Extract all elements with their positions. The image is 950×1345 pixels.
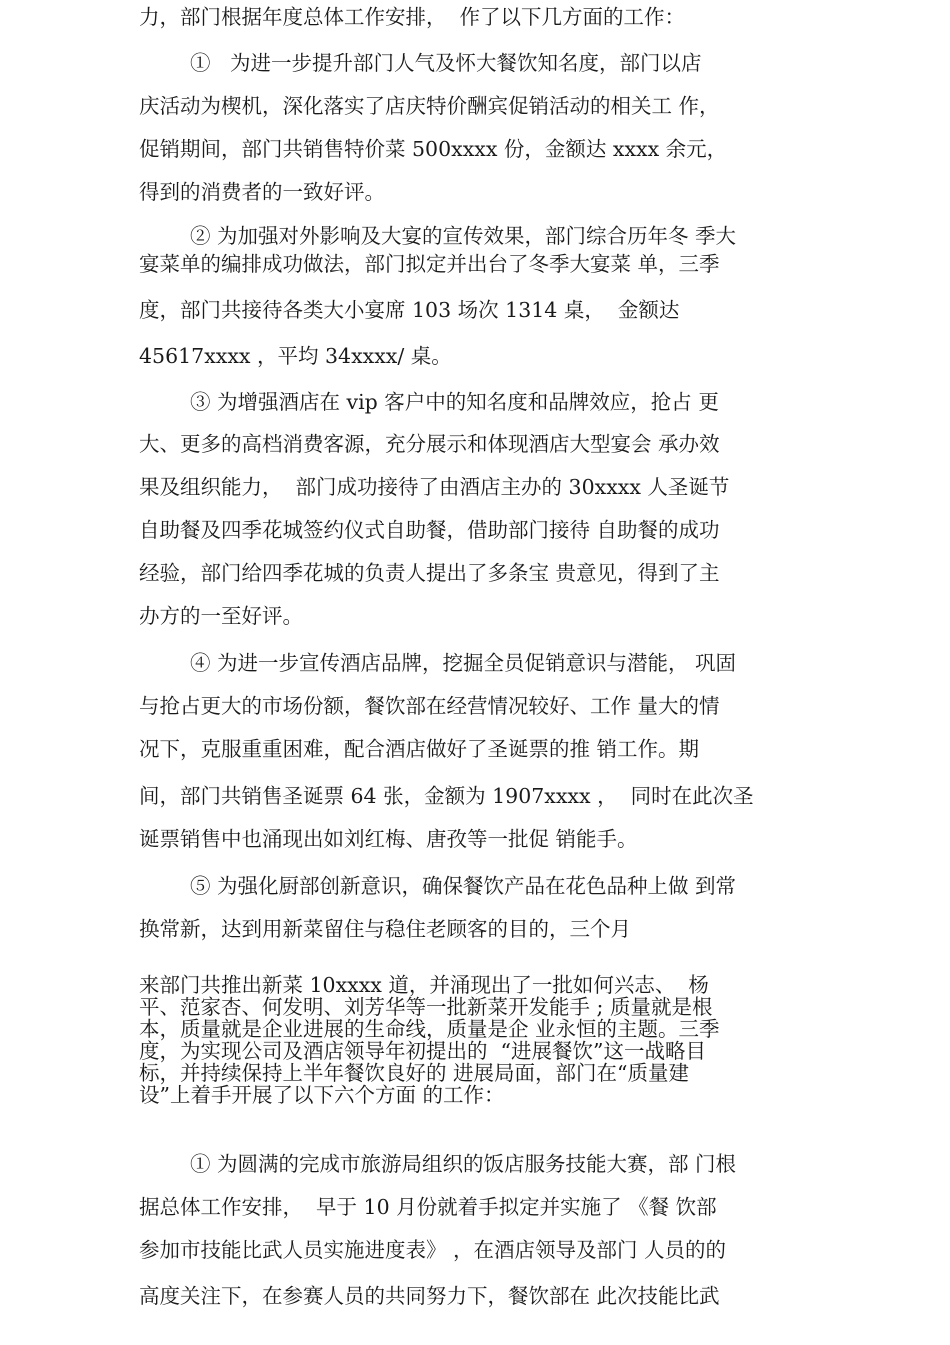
text-line: 度，部门共接待各类大小宴席 103 场次 1314 桌， 金额达 [139, 298, 680, 322]
text-line: ④ 为进一步宣传酒店品牌，挖掘全员促销意识与潜能， 巩固 [190, 651, 737, 675]
text-line: ② 为加强对外影响及大宴的宣传效果，部门综合历年冬 季大 [190, 224, 737, 248]
text-line: 换常新，达到用新菜留住与稳住老顾客的目的，三个月 [139, 917, 631, 941]
text-line: 本，质量就是企业进展的生命线，质量是企 业永恒的主题。三季 [139, 1017, 720, 1041]
text-line: 庆活动为楔机，深化落实了店庆特价酬宾促销活动的相关工 作， [139, 94, 720, 118]
text-line: ① 为圆满的完成市旅游局组织的饭店服务技能大赛，部 门根 [190, 1152, 737, 1176]
text-line: 与抢占更大的市场份额，餐饮部在经营情况较好、工作 量大的情 [139, 694, 720, 718]
text-line: 办方的一至好评。 [139, 604, 303, 628]
text-line: ① 为进一步提升部门人气及怀大餐饮知名度，部门以店 [190, 51, 702, 75]
text-line: 参加市技能比武人员实施进度表》 ，在酒店领导及部门 人员的的 [139, 1238, 727, 1262]
text-line: 宴菜单的编排成功做法，部门拟定并出台了冬季大宴菜 单，三季 [139, 252, 720, 276]
text-line: 经验，部门给四季花城的负责人提出了多条宝 贵意见，得到了主 [139, 561, 720, 585]
text-line: 度，为实现公司及酒店领导年初提出的 “进展餐饮”这一战略目 [139, 1039, 706, 1063]
text-line: 间，部门共销售圣诞票 64 张，金额为 1907xxxx ， 同时在此次圣 [139, 784, 754, 808]
text-line: 力，部门根据年度总体工作安排， 作了以下几方面的工作： [139, 5, 686, 29]
text-line: 高度关注下，在参赛人员的共同努力下，餐饮部在 此次技能比武 [139, 1284, 720, 1308]
text-line: 得到的消费者的一致好评。 [139, 180, 385, 204]
text-line: 果及组织能力， 部门成功接待了由酒店主办的 30xxxx 人圣诞节 [139, 475, 730, 499]
text-line: 大、更多的高档消费客源，充分展示和体现酒店大型宴会 承办效 [139, 432, 720, 456]
text-line: 自助餐及四季花城签约仪式自助餐，借助部门接待 自助餐的成功 [139, 518, 720, 542]
text-line: ③ 为增强酒店在 vip 客户中的知名度和品牌效应，抢占 更 [190, 390, 719, 414]
text-line: 标，并持续保持上半年餐饮良好的 进展局面，部门在“质量建 [139, 1061, 689, 1085]
text-line: 况下，克服重重困难，配合酒店做好了圣诞票的推 销工作。期 [139, 737, 700, 761]
text-line: 据总体工作安排， 早于 10 月份就着手拟定并实施了 《餐 饮部 [139, 1195, 717, 1219]
text-line: 促销期间，部门共销售特价菜 500xxxx 份，金额达 xxxx 余元， [139, 137, 728, 161]
text-line: ⑤ 为强化厨部创新意识，确保餐饮产品在花色品种上做 到常 [190, 874, 737, 898]
text-line: 平、范家杏、何发明、刘芳华等一批新菜开发能手 ; 质量就是根 [139, 995, 713, 1019]
text-line: 来部门共推出新菜 10xxxx 道，并涌现出了一批如何兴志、 杨 [139, 973, 709, 997]
text-line: 诞票销售中也涌现出如刘红梅、唐孜等一批促 销能手。 [139, 827, 638, 851]
text-line: 设”上着手开展了以下六个方面 的工作： [139, 1083, 505, 1107]
text-line: 45617xxxx ，平均 34xxxx/ 桌。 [139, 344, 452, 368]
